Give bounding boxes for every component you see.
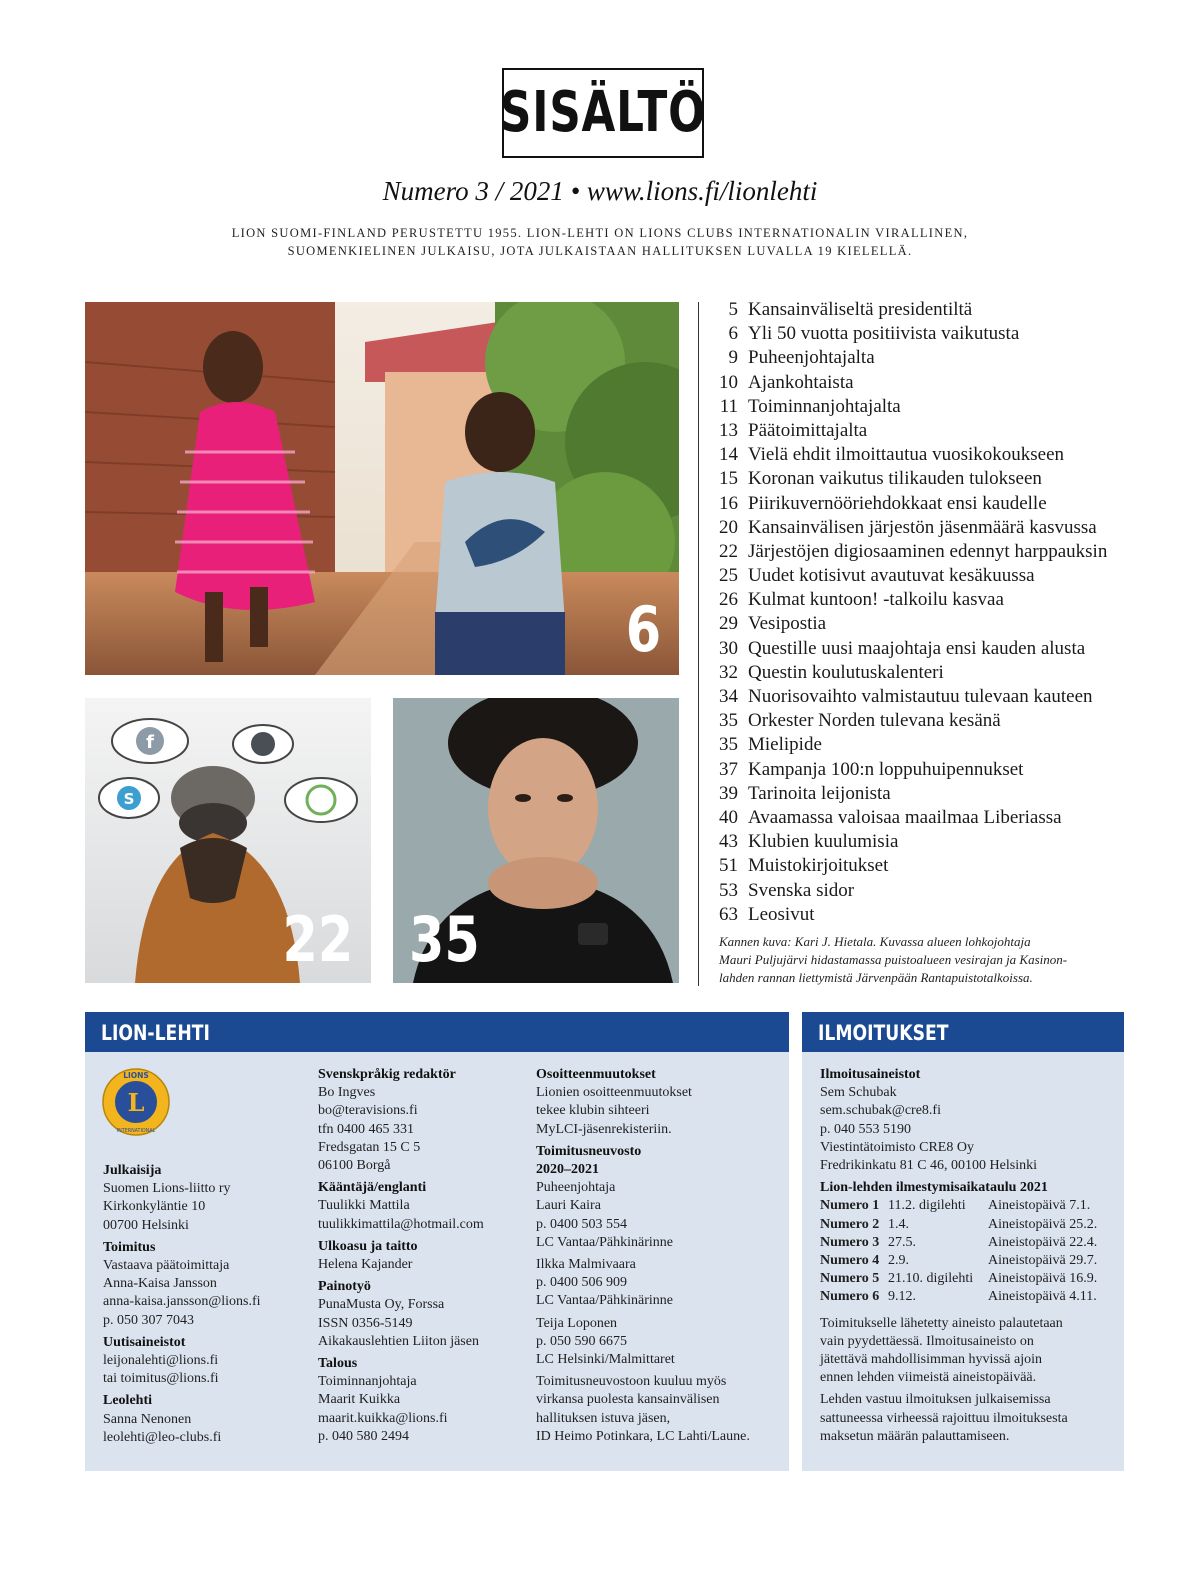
lion-lehti-body [85, 1052, 789, 1471]
text-line: Suomen Lions-liitto ry [103, 1181, 231, 1197]
toc-title: Kansainväliseltä presidentiltä [748, 299, 973, 320]
toc-item[interactable] [700, 371, 1170, 395]
toc-title: Tarinoita leijonista [748, 782, 891, 804]
text-line: Helena Kajander [318, 1257, 413, 1273]
text-line: p. 0400 506 909 [536, 1275, 627, 1291]
label: Painotyö [318, 1279, 371, 1295]
svg-text:f: f [146, 732, 154, 753]
schedule-date: 21.10. digilehti [888, 1271, 974, 1287]
toc-item[interactable] [700, 298, 1170, 322]
text-line: p. 050 307 7043 [103, 1312, 194, 1328]
text-line: tfn 0400 465 331 [318, 1121, 415, 1137]
toc-title: Päätoimittajalta [748, 419, 868, 441]
label: Leolehti [103, 1393, 152, 1409]
email-link[interactable]: tai toimitus@lions.fi [103, 1371, 219, 1387]
toc-item[interactable] [700, 733, 1170, 757]
label: Toimitus [103, 1239, 156, 1255]
schedule-row [820, 1234, 1115, 1252]
toc-item[interactable] [700, 443, 1170, 467]
text-line: Lionien osoitteenmuutokset [536, 1085, 692, 1101]
toc-title: Nuorisovaihto valmistautuu tulevaan kauteen [748, 686, 1093, 707]
toc-page-number: 16 [719, 492, 738, 514]
text-line: Maarit Kuikka [318, 1392, 401, 1408]
caption-line: lahden rannan liettymistä Järvenpään Rantapuistotalkoissa. [719, 970, 1033, 985]
toc-title: Kampanja 100:n loppuhuipennukset [748, 758, 1024, 780]
email-link[interactable]: tuulikkimattila@hotmail.com [318, 1216, 484, 1232]
toc-title: Questin koulutuskalenteri [748, 661, 944, 683]
toc-title: Svenska sidor [748, 879, 855, 901]
ads-column [820, 1066, 1115, 1446]
toc-item[interactable] [700, 395, 1170, 419]
schedule-date: 27.5. [888, 1234, 916, 1250]
schedule-issue: Numero 3 [820, 1234, 880, 1250]
schedule-date: 11.2. digilehti [888, 1198, 966, 1214]
schedule-deadline: Aineistopäivä 22.4. [988, 1234, 1098, 1250]
toc-title: Vielä ehdit ilmoittautua vuosikokoukseen [748, 444, 1064, 466]
toc-page-number: 14 [719, 444, 738, 466]
text-line: 06100 Borgå [318, 1158, 391, 1174]
toc-page-number: 30 [719, 637, 738, 659]
toc-item[interactable] [700, 346, 1170, 370]
toc-title: Ajankohtaista [748, 371, 854, 393]
text-line: ISSN 0356-5149 [318, 1315, 413, 1331]
social-media-photo[interactable] [85, 698, 371, 983]
text-line: sattuneessa virheessä rajoittuu ilmoituksesta [820, 1410, 1068, 1426]
table-of-contents [700, 298, 1170, 927]
email-link[interactable]: maarit.kuikka@lions.fi [318, 1410, 448, 1426]
text-line: Sanna Nenonen [103, 1411, 192, 1427]
text-line: Bo Ingves [318, 1085, 376, 1101]
schedule-deadline: Aineistopäivä 29.7. [988, 1253, 1098, 1269]
toc-title: Puheenjohtajalta [748, 347, 875, 369]
toc-item[interactable] [700, 879, 1170, 903]
toc-page-number: 9 [728, 347, 738, 369]
text-line: Vastaava päätoimittaja [103, 1258, 230, 1274]
whatsapp-icon [307, 786, 335, 814]
email-link[interactable]: leolehti@leo-clubs.fi [103, 1429, 222, 1445]
info-column-1 [103, 1162, 303, 1447]
toc-title: Uudet kotisivut avautuvat kesäkuussa [748, 565, 1035, 587]
text-line: Viestintätoimisto CRE8 Oy [820, 1139, 974, 1155]
toc-item[interactable] [700, 516, 1170, 540]
svg-text:INTERNATIONAL: INTERNATIONAL [116, 1129, 156, 1134]
text-line: Anna-Kaisa Jansson [103, 1276, 217, 1292]
toc-page-number: 32 [719, 661, 738, 683]
toc-title: Yli 50 vuotta positiivista vaikutusta [748, 323, 1020, 345]
text-line: virkansa puolesta kansainvälisen [536, 1392, 720, 1408]
toc-page-number: 25 [719, 565, 738, 587]
toc-item[interactable] [700, 467, 1170, 491]
text-line: p. 040 580 2494 [318, 1428, 409, 1444]
email-link[interactable]: anna-kaisa.jansson@lions.fi [103, 1294, 261, 1310]
caption-line: Kannen kuva: Kari J. Hietala. Kuvassa alueen lohkojohtaja [719, 934, 1031, 949]
schedule-deadline: Aineistopäivä 25.2. [988, 1216, 1098, 1232]
toc-item[interactable] [700, 322, 1170, 346]
toc-page-number: 43 [719, 831, 738, 853]
toc-item[interactable] [700, 758, 1170, 782]
issue-line: Numero 3 / 2021 • www.lions.fi/lionlehti [382, 176, 818, 206]
toc-page-number: 34 [719, 686, 738, 707]
svg-text:L: L [127, 1088, 145, 1117]
toc-page-number: 6 [728, 323, 738, 345]
toc-page-number: 35 [719, 734, 738, 756]
toc-item[interactable] [700, 854, 1170, 878]
toc-title: Piirikuvernööriehdokkaat ensi kaudelle [748, 492, 1047, 514]
toc-item[interactable] [700, 492, 1170, 516]
toc-title: Toiminnanjohtajalta [748, 395, 901, 417]
toc-page-number: 35 [719, 710, 738, 732]
toc-title: Kansainvälisen järjestön jäsenmäärä kasvussa [748, 516, 1097, 538]
toc-divider [698, 302, 699, 986]
toc-page-number: 15 [719, 468, 738, 490]
text-line: p. 040 553 5190 [820, 1121, 911, 1137]
toc-title: Muistokirjoitukset [748, 855, 889, 877]
label: Lion-lehden ilmestymisaikataulu 2021 [820, 1180, 1048, 1196]
toc-title: Leosivut [748, 903, 815, 925]
toc-item[interactable] [700, 419, 1170, 443]
caption-line: Mauri Puljujärvi hidastamassa puistoalueen vesirajan ja Kasinon- [719, 952, 1068, 967]
toc-page-number: 39 [719, 782, 738, 804]
schedule-deadline: Aineistopäivä 16.9. [988, 1271, 1098, 1287]
text-line: maksetun määrän palauttamiseen. [820, 1428, 1010, 1444]
toc-item[interactable] [700, 661, 1170, 685]
toc-title: Orkester Norden tulevana kesänä [748, 710, 1001, 732]
toc-item[interactable] [700, 637, 1170, 661]
toc-page-number: 13 [719, 419, 738, 441]
toc-title: Koronan vaikutus tilikauden tulokseen [748, 468, 1042, 490]
lion-lehti-heading: LION-LEHTI [85, 1012, 789, 1052]
email-link[interactable]: sem.schubak@cre8.fi [820, 1103, 941, 1119]
email-link[interactable]: leijonalehti@lions.fi [103, 1353, 219, 1369]
label: Uutisaineistot [103, 1334, 186, 1350]
schedule-table [820, 1197, 1115, 1306]
text-line: Lehden vastuu ilmoituksen julkaisemissa [820, 1392, 1051, 1408]
toc-title: Mielipide [748, 734, 822, 756]
portrait-photo[interactable] [393, 698, 679, 983]
text-line: LC Vantaa/Pähkinärinne [536, 1293, 673, 1309]
info-column-2 [318, 1066, 528, 1446]
toc-page-number: 63 [719, 903, 738, 925]
svg-text:LIONS: LIONS [123, 1071, 149, 1080]
toc-item[interactable] [700, 709, 1170, 733]
text-line: Kirkonkyläntie 10 [103, 1199, 206, 1215]
label: Kääntäjä/englanti [318, 1180, 427, 1196]
text-line: p. 0400 503 554 [536, 1216, 627, 1232]
label: Toimitusneuvosto [536, 1143, 642, 1159]
page-number-badge: 22 [282, 903, 353, 976]
text-line: PunaMusta Oy, Forssa [318, 1297, 445, 1313]
lions-logo-icon [101, 1067, 171, 1137]
label: Ulkoasu ja taitto [318, 1238, 418, 1254]
label: Talous [318, 1356, 358, 1372]
toc-item[interactable] [700, 685, 1170, 709]
toc-item[interactable] [700, 612, 1170, 636]
toc-page-number: 20 [719, 516, 738, 538]
toc-title: Avaamassa valoisaa maailmaa Liberiassa [748, 806, 1062, 828]
toc-page-number: 22 [719, 540, 738, 562]
toc-page-number: 40 [719, 806, 738, 828]
title-box [502, 68, 704, 158]
text-line: ID Heimo Potinkara, LC Lahti/Laune. [536, 1428, 750, 1444]
toc-title: Vesipostia [748, 613, 827, 635]
toc-page-number: 51 [719, 855, 738, 877]
text-line: 00700 Helsinki [103, 1217, 189, 1233]
toc-page-number: 53 [719, 879, 738, 901]
schedule-date: 9.12. [888, 1289, 916, 1305]
toc-page-number: 10 [719, 371, 738, 393]
text-line: Tuulikki Mattila [318, 1198, 410, 1214]
masthead-line: LION SUOMI-FINLAND PERUSTETTU 1955. LION-LEHTI ON LIONS CLUBS INTERNATIONALIN VIRALLINEN, [231, 226, 969, 240]
schedule-row [820, 1216, 1115, 1234]
cover-caption [719, 933, 1119, 987]
text-line: jätettävä mahdollisimman hyvissä ajoin [820, 1352, 1043, 1368]
text-line: hallituksen istuva jäsen, [536, 1410, 671, 1426]
email-link[interactable]: bo@teravisions.fi [318, 1103, 418, 1119]
schedule-issue: Numero 5 [820, 1271, 880, 1287]
text-line: vain pyydettäessä. Ilmoitusaineisto on [820, 1333, 1034, 1349]
toc-item[interactable] [700, 782, 1170, 806]
text-line: LC Helsinki/Malmittaret [536, 1352, 675, 1368]
text-line: Aikakauslehtien Liiton jäsen [318, 1333, 479, 1349]
page-number-badge: 6 [625, 593, 661, 666]
toc-title: Kulmat kuntoon! -talkoilu kasvaa [748, 589, 1004, 611]
label: Svenskpråkig redaktör [318, 1067, 456, 1082]
text-line: Toimitusneuvostoon kuuluu myös [536, 1374, 727, 1390]
text-line: Fredsgatan 15 C 5 [318, 1139, 421, 1155]
schedule-issue: Numero 6 [820, 1289, 880, 1305]
text-line: Sem Schubak [820, 1085, 897, 1101]
toc-title: Järjestöjen digiosaaminen edennyt harppauksin [748, 540, 1108, 562]
schedule-date: 2.9. [888, 1253, 909, 1269]
toc-item[interactable] [700, 806, 1170, 830]
page-number-badge: 35 [409, 903, 480, 976]
info-column-3 [536, 1066, 781, 1446]
toc-item[interactable] [700, 588, 1170, 612]
schedule-deadline: Aineistopäivä 7.1. [988, 1198, 1091, 1214]
label: 2020–2021 [536, 1162, 599, 1178]
toc-item[interactable] [700, 540, 1170, 564]
masthead [200, 224, 1000, 260]
lion-lehti-panel [85, 1012, 789, 1471]
ilmoitukset-heading: ILMOITUKSET [802, 1012, 1124, 1052]
schedule-row [820, 1288, 1115, 1306]
schedule-deadline: Aineistopäivä 4.11. [988, 1289, 1097, 1305]
toc-title: Questille uusi maajohtaja ensi kauden alusta [748, 637, 1086, 659]
text-line: Lauri Kaira [536, 1198, 601, 1214]
text-line: p. 050 590 6675 [536, 1333, 627, 1349]
toc-page-number: 37 [719, 758, 738, 780]
toc-page-number: 11 [719, 395, 738, 417]
text-line: Toiminnanjohtaja [318, 1374, 417, 1390]
toc-page-number: 5 [728, 299, 738, 320]
children-running-illustration [85, 302, 679, 675]
twitter-icon [251, 732, 275, 756]
schedule-row [820, 1270, 1115, 1288]
toc-item[interactable] [700, 830, 1170, 854]
schedule-issue: Numero 2 [820, 1216, 880, 1232]
toc-title: Klubien kuulumisia [748, 831, 899, 853]
label: Ilmoitusaineistot [820, 1067, 921, 1082]
main-photo[interactable] [85, 302, 679, 675]
schedule-date: 1.4. [888, 1216, 909, 1232]
text-line: Puheenjohtaja [536, 1180, 616, 1196]
ilmoitukset-panel [802, 1012, 1124, 1471]
page-title: SISÄLTÖ [500, 80, 706, 145]
label: Julkaisija [103, 1163, 162, 1178]
schedule-row [820, 1252, 1115, 1270]
text-line: Teija Loponen [536, 1315, 618, 1331]
text-line: LC Vantaa/Pähkinärinne [536, 1234, 673, 1250]
toc-page-number: 26 [719, 589, 738, 611]
svg-text:S: S [123, 790, 135, 808]
label: Osoitteenmuutokset [536, 1067, 656, 1082]
text-line: tekee klubin sihteeri [536, 1103, 650, 1119]
text-line: MyLCI-jäsenrekisteriin. [536, 1121, 672, 1137]
masthead-line: SUOMENKIELINEN JULKAISU, JOTA JULKAISTAAN HALLITUKSEN LUVALLA 19 KIELELLÄ. [287, 244, 913, 258]
ilmoitukset-body [802, 1052, 1124, 1471]
text-line: Ilkka Malmivaara [536, 1257, 636, 1273]
toc-item[interactable] [700, 903, 1170, 927]
schedule-issue: Numero 1 [820, 1198, 880, 1214]
schedule-row [820, 1197, 1115, 1215]
text-line: Toimitukselle lähetetty aineisto palautetaan [820, 1315, 1063, 1331]
toc-page-number: 29 [719, 613, 738, 635]
schedule-issue: Numero 4 [820, 1253, 880, 1269]
text-line: ennen lehden viimeistä aineistopäivää. [820, 1370, 1037, 1386]
text-line: Fredrikinkatu 81 C 46, 00100 Helsinki [820, 1158, 1037, 1174]
toc-item[interactable] [700, 564, 1170, 588]
